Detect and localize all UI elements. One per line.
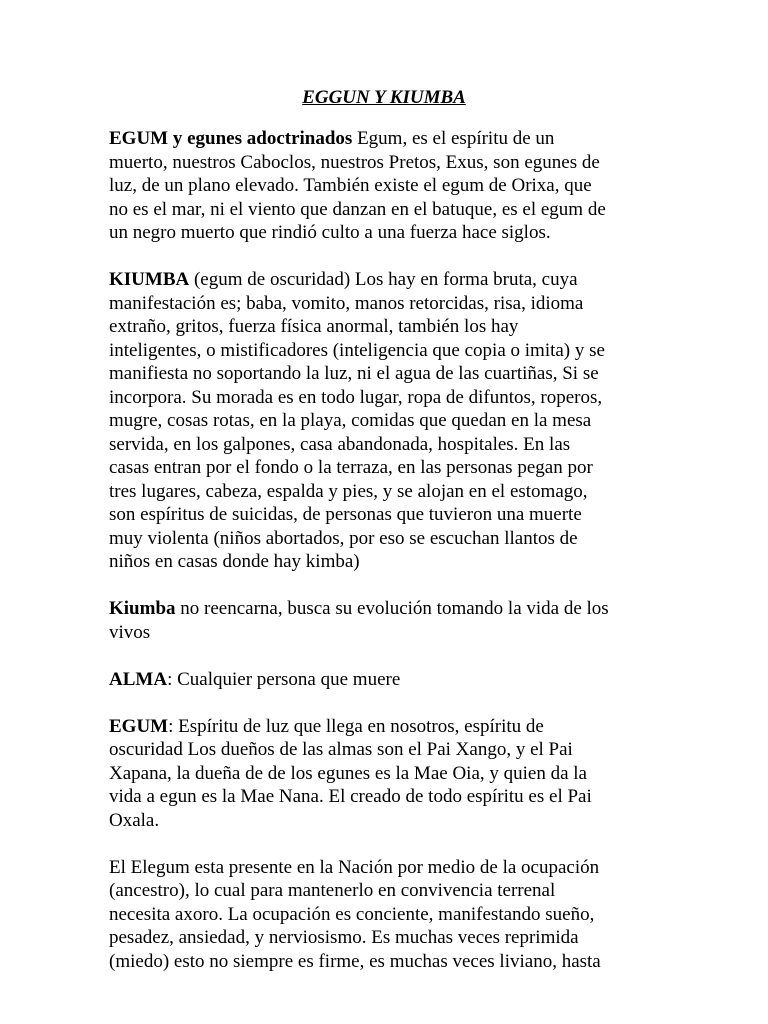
- line-text: tres lugares, cabeza, espalda y pies, y se alojan en el estomago,: [109, 480, 588, 502]
- text-line: [109, 597, 659, 621]
- text-line: [109, 409, 659, 433]
- line-text: inteligentes, o mistificadores (inteligencia que copia o imita) y se: [109, 339, 605, 361]
- text-line: [109, 362, 659, 386]
- paragraph: [109, 127, 659, 245]
- text-line: [109, 903, 659, 927]
- text-line: [109, 550, 659, 574]
- line-text: extraño, gritos, fuerza física anormal, también los hay: [109, 316, 519, 337]
- text-line: [109, 480, 659, 504]
- line-text: necesita axoro. La ocupación es conciente, manifestando sueño,: [109, 903, 595, 925]
- text-line: [109, 715, 659, 739]
- line-text: no es el mar, ni el viento que danzan en el batuque, es el egum de: [109, 198, 606, 220]
- line-text: Xapana, la dueña de de los egunes es la Mae Oia, y quien da la: [109, 762, 587, 784]
- paragraph-lead-term: EGUM: [109, 715, 169, 737]
- text-line: [109, 856, 659, 880]
- line-text: un negro muerto que rindió culto a una fuerza hace siglos.: [109, 222, 551, 243]
- line-text: oscuridad Los dueños de las almas son el Pai Xango, y el Pai: [109, 739, 573, 760]
- line-text: muerto, nuestros Caboclos, nuestros Pretos, Exus, son egunes de: [109, 151, 600, 173]
- paragraph: [109, 856, 659, 974]
- text-line: [109, 127, 659, 151]
- text-line: [109, 809, 659, 833]
- text-line: [109, 268, 659, 292]
- text-line: [109, 292, 659, 316]
- text-line: [109, 621, 659, 645]
- line-text: (ancestro), lo cual para mantenerlo en convivencia terrenal: [109, 880, 556, 901]
- line-text: mugre, cosas rotas, en la playa, comidas que quedan en la mesa: [109, 410, 592, 431]
- text-line: [109, 386, 659, 410]
- line-text: vivos: [109, 621, 151, 643]
- line-text: manifestación es; baba, vomito, manos retorcidas, risa, idioma: [109, 292, 584, 314]
- text-line: [109, 221, 659, 245]
- text-line: [109, 879, 659, 903]
- paragraph: [109, 668, 659, 692]
- line-text: Egum, es el espíritu de un: [352, 128, 555, 149]
- text-line: [109, 339, 659, 363]
- text-line: [109, 433, 659, 457]
- text-line: [109, 762, 659, 786]
- text-line: [109, 456, 659, 480]
- line-text: vida a egun es la Mae Nana. El creado de todo espíritu es el Pai: [109, 786, 592, 807]
- line-text: niños en casas donde hay kimba): [109, 551, 360, 572]
- line-text: : Espíritu de luz que llega en nosotros, espíritu de: [168, 715, 544, 737]
- line-text: (miedo) esto no siempre es firme, es muchas veces liviano, hasta: [109, 950, 601, 972]
- text-line: [109, 503, 659, 527]
- paragraph-lead-term: EGUM y egunes adoctrinados: [109, 128, 353, 149]
- line-text: Oxala.: [109, 809, 160, 831]
- paragraph: [109, 597, 659, 644]
- line-text: El Elegum esta presente en la Nación por medio de la ocupación: [109, 856, 600, 878]
- text-line: [109, 738, 659, 762]
- text-line: [109, 926, 659, 950]
- text-line: [109, 668, 659, 692]
- paragraph-lead-term: Kiumba: [109, 598, 176, 619]
- line-text: pesadez, ansiedad, y nerviosismo. Es muchas veces reprimida: [109, 927, 579, 948]
- paragraph: [109, 715, 659, 833]
- text-line: [109, 527, 659, 551]
- document-body: [109, 127, 659, 973]
- text-line: [109, 174, 659, 198]
- line-text: : Cualquier persona que muere: [167, 668, 401, 690]
- line-text: incorpora. Su morada es en todo lugar, ropa de difuntos, roperos,: [109, 386, 603, 408]
- text-line: [109, 785, 659, 809]
- text-line: [109, 198, 659, 222]
- line-text: servida, en los galpones, casa abandonada, hospitales. En las: [109, 433, 571, 455]
- text-line: [109, 950, 659, 974]
- text-line: [109, 315, 659, 339]
- line-text: (egum de oscuridad) Los hay en forma bruta, cuya: [189, 269, 578, 290]
- line-text: no reencarna, busca su evolución tomando la vida de los: [175, 598, 609, 619]
- line-text: casas entran por el fondo o la terraza, en las personas pegan por: [109, 457, 593, 478]
- paragraph-lead-term: ALMA: [109, 668, 168, 690]
- text-line: [109, 151, 659, 175]
- document-page: [109, 86, 659, 997]
- paragraph-lead-term: KIUMBA: [109, 269, 190, 290]
- line-text: manifiesta no soportando la luz, ni el agua de las cuartiñas, Si se: [109, 363, 599, 384]
- line-text: son espíritus de suicidas, de personas que tuvieron una muerte: [109, 504, 582, 525]
- line-text: luz, de un plano elevado. También existe el egum de Orixa, que: [109, 175, 592, 196]
- line-text: muy violenta (niños abortados, por eso se escuchan llantos de: [109, 527, 578, 549]
- document-title: EGGUN Y KIUMBA: [302, 87, 466, 108]
- paragraph: [109, 268, 659, 574]
